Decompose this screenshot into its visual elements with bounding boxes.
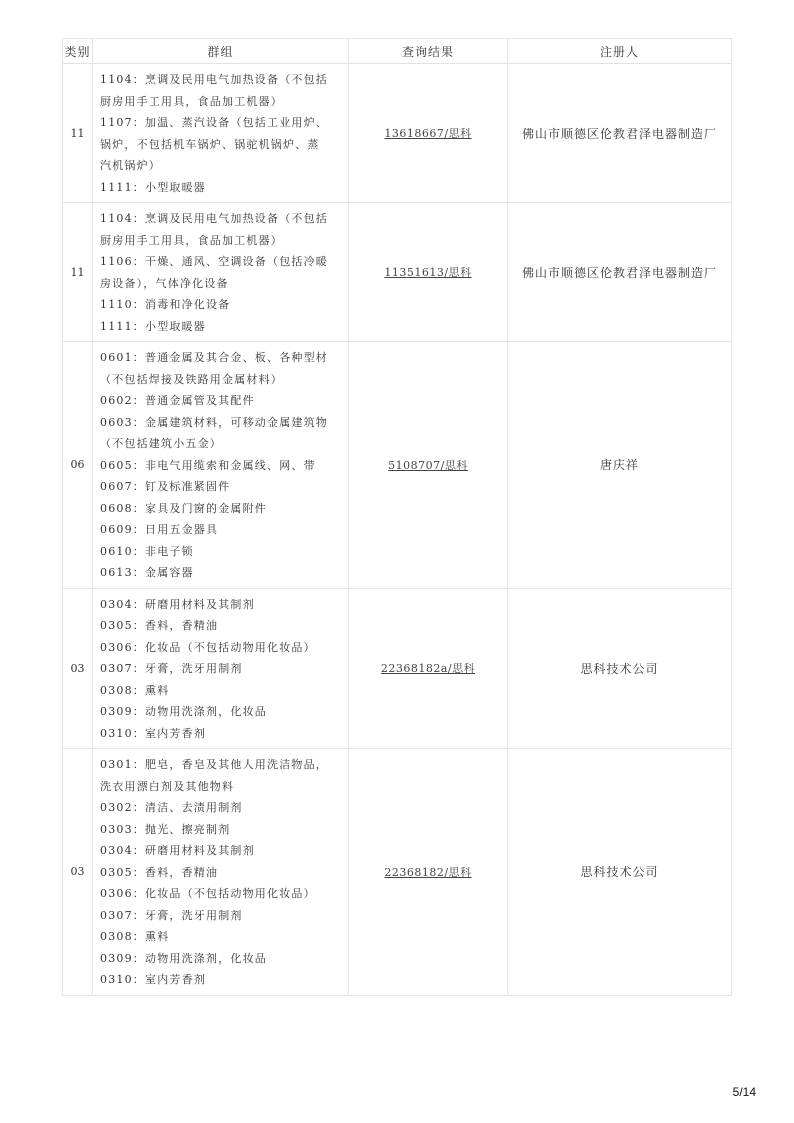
group-line: （不包括焊接及铁路用金属材料） [100,372,283,386]
group-line: 1104：烹调及民用电气加热设备（不包括 [100,212,328,225]
table-row [63,749,732,996]
group-line: 0305：香料，香精油 [100,865,219,879]
group-line: 0613：金属容器 [100,566,194,579]
registrant-cell: 唐庆祥 [508,342,732,589]
group-line: 1107：加温、蒸汽设备（包括工业用炉、 [100,116,328,129]
group-line: 0601：普通金属及其合金、板、各种型材 [100,351,328,364]
group-line: 洗衣用漂白剂及其他物料 [100,779,235,793]
group-line: 0308：熏料 [100,930,170,943]
group-line: 0603：金属建筑材料，可移动金属建筑物 [100,415,328,429]
group-line: 0610：非电子锁 [100,544,194,558]
group-line: 0308：熏料 [100,683,170,697]
table-row [63,203,732,342]
group-cell [93,203,349,342]
group-line: 0309：动物用洗涤剂，化妆品 [100,951,267,965]
category-cell: 11 [63,64,93,203]
group-cell [93,342,349,589]
group-line: 1110：消毒和净化设备 [100,298,231,311]
group-cell [93,588,349,749]
group-line: 厨房用手工用具，食品加工机器） [100,94,283,108]
result-cell [349,342,508,589]
header-group: 群组 [93,39,349,64]
category-cell: 03 [63,749,93,996]
registrant-cell: 佛山市顺德区伦教君泽电器制造厂 [508,203,732,342]
table-row [63,64,732,203]
group-line: 0307：牙膏，洗牙用制剂 [100,908,243,922]
group-line: 房设备），气体净化设备 [100,276,229,290]
group-line: 0301：肥皂，香皂及其他人用洗洁物品， [100,758,328,771]
group-line: 0310：室内芳香剂 [100,726,206,740]
table-row [63,588,732,749]
group-line: （不包括建筑小五金） [100,437,222,450]
group-line: 1106：干燥、通风、空调设备（包括冷暖 [100,255,328,268]
group-line: 0309：动物用洗涤剂，化妆品 [100,705,267,718]
group-cell [93,64,349,203]
group-line: 0605：非电气用缆索和金属线、网、带 [100,458,316,472]
table-row [63,342,732,589]
group-line: 0310：室内芳香剂 [100,973,206,986]
group-cell [93,749,349,996]
result-cell [349,588,508,749]
group-line: 锅炉，不包括机车锅炉、锅驼机锅炉、蒸 [100,137,320,151]
group-line: 0304：研磨用材料及其制剂 [100,597,255,611]
registrant-cell: 佛山市顺德区伦教君泽电器制造厂 [508,64,732,203]
group-line: 0305：香料，香精油 [100,619,219,632]
result-cell [349,203,508,342]
registrant-cell: 思科技术公司 [508,749,732,996]
group-line: 0602：普通金属管及其配件 [100,394,255,407]
category-cell: 03 [63,588,93,749]
result-link[interactable]: 22368182/思科 [384,865,472,879]
result-link[interactable]: 22368182a/思科 [380,662,476,676]
group-line: 0307：牙膏，洗牙用制剂 [100,662,243,675]
result-cell [349,749,508,996]
trademark-table [62,38,732,996]
result-link[interactable]: 5108707/思科 [388,458,468,472]
result-cell [349,64,508,203]
group-line: 0302：清洁、去渍用制剂 [100,801,243,814]
table-header-row [63,39,732,64]
header-result: 查询结果 [349,39,508,64]
result-link[interactable]: 11351613/思科 [384,266,472,279]
category-cell: 06 [63,342,93,589]
group-line: 0303：抛光、擦亮制剂 [100,822,231,836]
group-line: 汽机锅炉） [100,159,161,172]
group-line: 0306：化妆品（不包括动物用化妆品） [100,887,316,900]
group-line: 0306：化妆品（不包括动物用化妆品） [100,640,316,654]
group-line: 1111：小型取暖器 [100,180,206,194]
registrant-cell: 思科技术公司 [508,588,732,749]
header-category: 类别 [63,39,93,64]
group-line: 0608：家具及门窗的金属附件 [100,501,267,515]
category-cell: 11 [63,203,93,342]
group-line: 0609：日用五金器具 [100,523,219,536]
group-line: 1104：烹调及民用电气加热设备（不包括 [100,73,328,86]
header-registrant: 注册人 [508,39,732,64]
group-line: 0607：钉及标准紧固件 [100,480,231,493]
group-line: 0304：研磨用材料及其制剂 [100,844,255,857]
group-line: 厨房用手工用具，食品加工机器） [100,233,283,247]
page-number: 5/14 [732,1085,756,1099]
group-line: 1111：小型取暖器 [100,319,206,333]
result-link[interactable]: 13618667/思科 [384,127,472,140]
